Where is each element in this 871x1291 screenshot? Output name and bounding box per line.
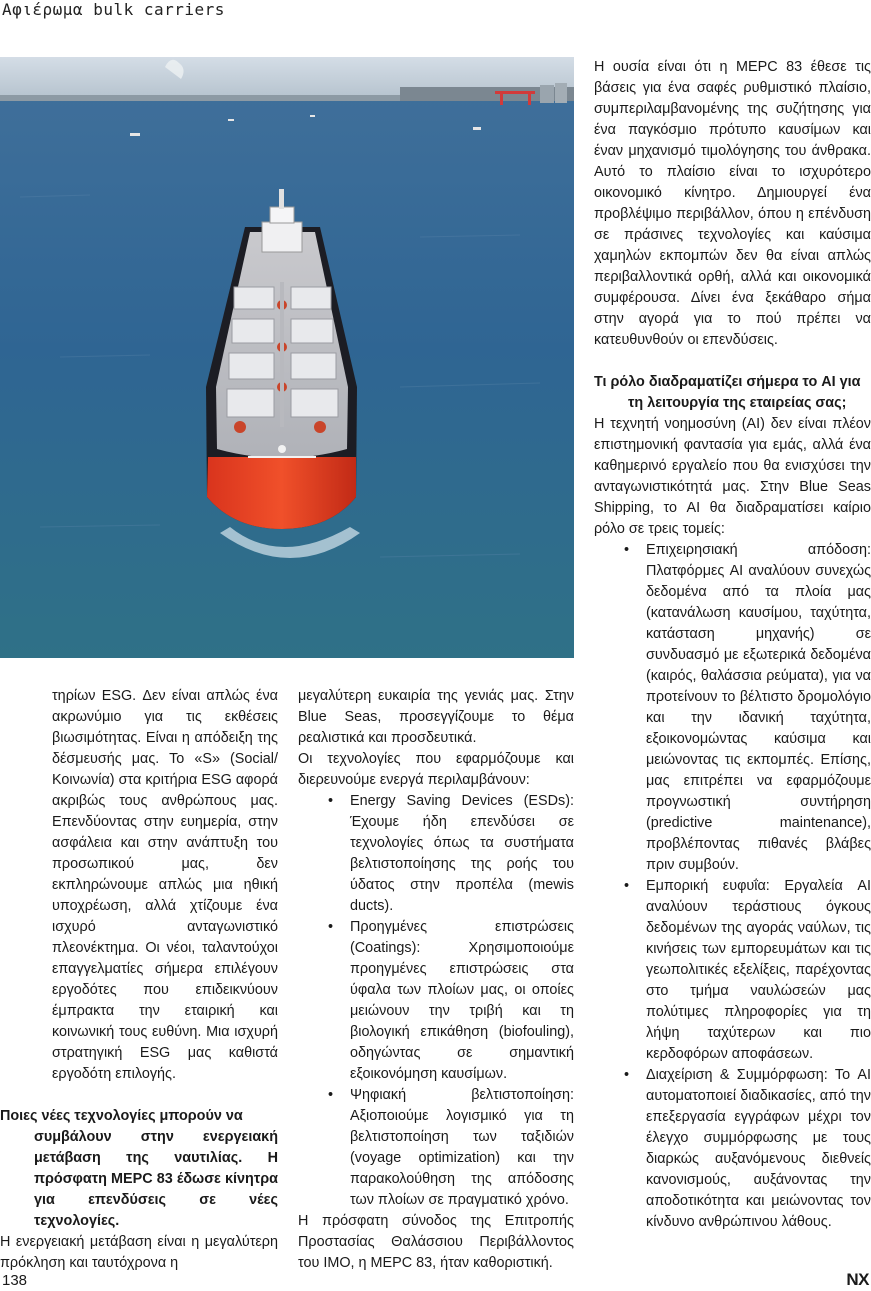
list-item <box>624 1065 871 1233</box>
list-item <box>624 540 871 876</box>
ai-areas-list <box>594 540 871 1233</box>
paragraph: Η ουσία είναι ότι η MEPC 83 έθεσε τις βάσεις για ένα σαφές ρυθμιστικό πλαίσιο, συμπεριλαμβανομένης της συζήτησης για ένα παγκόσμιο πρότυπο καυσίμων και έναν μηχανισμό τιμολόγησης του άνθρακα. Αυτό το πλαίσιο είναι το ισχυρότερο οικονομικό κίνητρο. Δημιουργεί ένα προβλέψιμο περιβάλλον, όπου η επένδυση σε πράσινες τεχνολογίες και καύσιμα χαμηλών εκπομπών δεν θα είναι απλώς περιβαλλοντικά ορθή, αλλά και οικονομικά συμφέρουσα. Δίνει ένα ξεκάθαρο σήμα στην αγορά για το πού πρέπει να κατευθυνθούν οι επενδύσεις. <box>594 59 871 348</box>
paragraph: Η τεχνητή νοημοσύνη (AI) δεν είναι πλέον επιστημονική φαντασία για εμάς, αλλά ένα καθημερινό εργαλείο που θα ενισχύσει την ανταγωνιστικότητά μας. Στην Blue Seas Shipping, το AI θα διαδραματίσει καίριο ρόλο σε τρεις τομείς: <box>594 416 871 537</box>
question-heading-rest: συμβάλουν στην ενεργειακή μετάβαση της ναυτιλίας. Η πρόσφατη MEPC 83 έδωσε κίνητρα για επενδύσεις σε νέες τεχνολογίες. <box>34 1129 278 1229</box>
ship-photo <box>0 57 574 658</box>
bullet-icon: • <box>328 919 334 935</box>
paragraph: Οι τεχνολογίες που εφαρμόζουμε και διερευνούμε ενεργά περιλαμβάνουν: <box>298 751 574 788</box>
list-item-text: Προηγμένες επιστρώσεις (Coatings): Χρησιμοποιούμε προηγμένες επιστρώσεις στα ύφαλα των πλοίων μας, οι οποίες μειώνουν την τριβή και τη βιολογική επικάθηση (biofouling), οδηγώντας σε σημαντική εξοικονόμηση καυσίμων. <box>350 919 574 1082</box>
question-heading-line1: Τι ρόλο διαδραματίζει σήμερα το AI για <box>594 374 861 390</box>
list-item <box>328 791 574 917</box>
question-heading <box>0 1106 278 1232</box>
paragraph: τηρίων ESG. Δεν είναι απλώς ένα ακρωνύμιο για τις εκθέσεις βιωσιμότητας. Είναι η απόδειξη της δέσμευσής μας. Το «S» (Social/ Κοινωνία) στα κριτήρια ESG αφορά ακριβώς τους ανθρώπους μας. Επενδύοντας στην ευημερία, στην ασφάλεια και στην ανάπτυξη του προσωπικού μας, δεν εκπληρώνουμε απλώς μια ηθική υποχρέωση, αλλά χτίζουμε ένα ισχυρό ανταγωνιστικό πλεονέκτημα. Οι νέοι, ταλαντούχοι επαγγελματίες σήμερα επιλέγουν εργοδότες που επιδεικνύουν έμπρακτα την εταιρική και κοινωνική τους ευθύνη. Μια ισχυρή στρατηγική ESG μας καθιστά εργοδότη επιλογής. <box>52 688 278 1082</box>
list-item-text: Εμπορική ευφυΐα: Εργαλεία AI αναλύουν τεράστιους όγκους δεδομένων της αγοράς ναύλων, τις κινήσεις των εμπορευμάτων και τις γεωπολιτικές εξελίξεις, παρέχοντας στο τμήμα ναυλώσεών μας πολύτιμες πληροφορίες για τη λήψη ταχύτερων και πιο κερδοφόρων αποφάσεων. <box>646 878 871 1062</box>
question-heading-line1: Ποιες νέες τεχνολογίες μπορούν να <box>0 1108 243 1124</box>
page-number: 138 <box>2 1272 28 1289</box>
running-head: Αφιέρωμα bulk carriers <box>2 0 225 19</box>
magazine-logo: NX <box>846 1270 869 1289</box>
list-item <box>328 1085 574 1211</box>
bulk-carrier-image <box>0 57 574 658</box>
bullet-icon: • <box>624 878 630 894</box>
column-3 <box>594 57 871 1233</box>
paragraph: Η πρόσφατη σύνοδος της Επιτροπής Προστασίας Θαλάσσιου Περιβάλλοντος του IMO, η MEPC 83, ήταν καθοριστική. <box>298 1213 574 1271</box>
list-item <box>624 876 871 1065</box>
list-item-text: Ψηφιακή βελτιστοποίηση: Αξιοποιούμε λογισμικό για τη βελτιστοποίηση των ταξιδιών (voyage optimization) και την παρακολούθηση της απόδοσης των πλοίων σε πραγματικό χρόνο. <box>350 1087 574 1208</box>
paragraph: Η ενεργειακή μετάβαση είναι η μεγαλύτερη πρόκληση και ταυτόχρονα η <box>0 1234 278 1271</box>
spacer <box>0 1085 278 1106</box>
question-heading-rest: τη λειτουργία της εταιρείας σας; <box>628 395 847 411</box>
list-item <box>328 917 574 1085</box>
list-item-text: Επιχειρησιακή απόδοση: Πλατφόρμες AI αναλύουν συνεχώς δεδομένα από τα πλοία μας (κατανάλωση καυσίμου, ταχύτητα, κατάσταση μηχανής) σε συνδυασμό με εξωτερικά δεδομένα (καιρός, θαλάσσια ρεύματα), για να προτείνουν το βέλτιστο δρομολόγιο και την ιδανική ταχύτητα, εξοικονομώντας καύσιμα και μειώνοντας τις εκπομπές. Επίσης, μας επιτρέπει να εφαρμόζουμε προγνωστική συντήρηση (predictive maintenance), προβλέποντας πιθανές βλάβες πριν συμβούν. <box>646 542 871 873</box>
technology-list <box>298 791 574 1211</box>
column-1 <box>0 686 278 1274</box>
spacer <box>594 351 871 372</box>
bullet-icon: • <box>624 1067 630 1083</box>
paragraph: μεγαλύτερη ευκαιρία της γενιάς μας. Στην Blue Seas, προσεγγίζουμε το θέμα ρεαλιστικά και προσδευτικά. <box>298 688 574 746</box>
question-heading <box>594 372 871 414</box>
column-2 <box>298 686 574 1274</box>
bullet-icon: • <box>328 793 334 809</box>
bullet-icon: • <box>624 542 630 558</box>
list-item-text: Διαχείριση & Συμμόρφωση: Το AI αυτοματοποιεί διαδικασίες, από την επεξεργασία εγγράφων μέχρι τον έλεγχο συμμόρφωσης με τους διαρκώς αυξανόμενους διεθνείς κανονισμούς, αυξάνοντας την αποδοτικότητα και μειώνοντας τον κίνδυνο ανθρώπινου λάθους. <box>646 1067 871 1230</box>
list-item-text: Energy Saving Devices (ESDs): Έχουμε ήδη επενδύσει σε τεχνολογίες όπως τα συστήματα βελτιστοποίησης της ροής του ύδατος στην προπέλα (mewis ducts). <box>350 793 574 914</box>
bullet-icon: • <box>328 1087 334 1103</box>
